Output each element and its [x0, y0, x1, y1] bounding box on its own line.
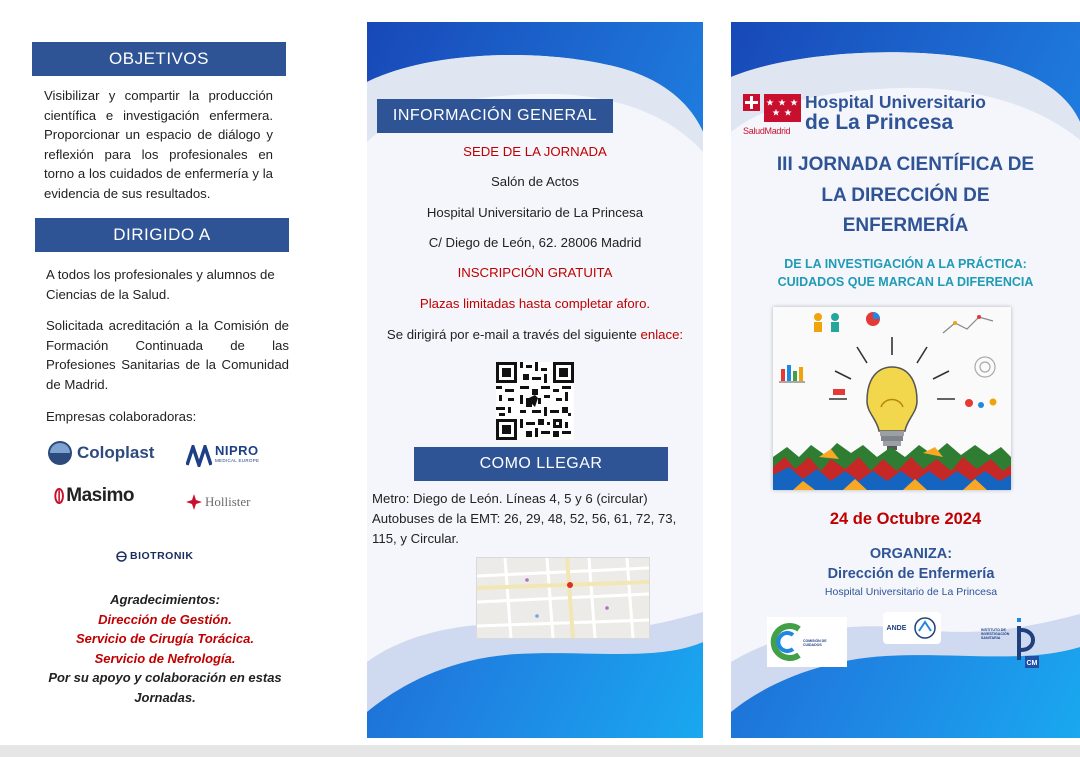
instituto-icon: [981, 616, 1041, 676]
comision-icon: [767, 617, 807, 667]
masimo-text: Masimo: [66, 485, 134, 506]
hospital-name-line2: de La Princesa: [805, 111, 954, 134]
coloplast-icon: [47, 440, 73, 466]
nipro-icon: [186, 445, 212, 467]
instituto-text: INSTITUTO DE INVESTIGACIÓN SANITARIA: [981, 628, 1010, 641]
email-line: [367, 327, 703, 342]
saludmadrid-logo: [743, 94, 803, 134]
biotronik-icon: [116, 551, 127, 562]
comision-cuidados-logo: [767, 617, 847, 667]
map-icon: [477, 558, 649, 638]
location-map[interactable]: [476, 557, 650, 639]
sede-label: SEDE DE LA JORNADA: [463, 144, 607, 159]
dirigido-header: DIRIGIDO A: [35, 218, 289, 252]
agradecimientos: [30, 590, 300, 707]
hollister-icon: [186, 494, 202, 510]
comision-text: COMISIÓN DE CUIDADOS: [803, 639, 827, 647]
cover-panel: [731, 22, 1080, 738]
coloplast-text: Coloplast: [77, 443, 155, 462]
biotronik-text: BIOTRONIK: [130, 550, 194, 562]
info-general-header: INFORMACIÓN GENERAL: [377, 99, 613, 133]
event-date: 24 de Octubre 2024: [829, 510, 982, 528]
event-subtitle-line: CUIDADOS QUE MARCAN LA DIFERENCIA: [777, 275, 1034, 289]
event-subtitle-line: DE LA INVESTIGACIÓN A LA PRÁCTICA:: [784, 257, 1027, 271]
event-title-line: III JORNADA CIENTÍFICA DE: [776, 154, 1035, 175]
left-panel: [0, 0, 330, 745]
venue-text: Salón de Actos: [491, 174, 579, 189]
organiza-hospital: Hospital Universitario de La Princesa: [824, 586, 998, 598]
lightbulb-illustration: [773, 307, 1011, 490]
masimo-icon: [54, 483, 64, 509]
hospital-text: Hospital Universitario de La Princesa: [426, 205, 644, 220]
ack-item: Servicio de Nefrología.: [94, 650, 236, 666]
transport-text: [372, 489, 697, 549]
ack-item: Servicio de Cirugía Torácica.: [76, 631, 254, 646]
hospital-name-line1: Hospital Universitario: [805, 92, 986, 112]
middle-panel: [367, 22, 703, 738]
masimo-logo: [54, 481, 134, 511]
biotronik-logo: [116, 549, 216, 563]
ande-logo: [883, 612, 941, 644]
nipro-text: NIPRO: [215, 443, 259, 458]
event-title-line: ENFERMERÍA: [842, 215, 969, 236]
registration-qr-code[interactable]: [496, 362, 574, 440]
email-text: Se dirigirá por e-mail a través del siguiente: [386, 327, 637, 342]
lightbulb-icon: [773, 307, 1011, 490]
ack-closing: Por su apoyo y colaboración en estas Jornadas.: [48, 670, 282, 705]
organiza-dept: Dirección de Enfermería: [827, 566, 995, 582]
hollister-text: Hollister: [205, 494, 251, 509]
qr-icon: [496, 362, 574, 440]
nipro-logo: [186, 443, 271, 469]
ack-title: Agradecimientos:: [110, 592, 220, 607]
plazas-text: Plazas limitadas hasta completar aforo.: [419, 296, 651, 311]
como-llegar-header: COMO LLEGAR: [414, 447, 668, 481]
hospital-name: [805, 92, 1065, 134]
svg-text:CM: CM: [1026, 660, 1038, 667]
ande-text: ANDE: [886, 624, 907, 632]
event-subtitle: [731, 255, 1080, 291]
inscripcion-label: INSCRIPCIÓN GRATUITA: [457, 265, 613, 280]
dirigido-text-2: Solicitada acreditación a la Comisión de Formación Continuada de las Profesiones Sanitarias de la Comunidad de Madrid.: [46, 318, 289, 392]
page-bottom-strip: [0, 745, 1080, 757]
objetivos-text: Visibilizar y compartir la producción científica e investigación enfermera. Proporcionar un espacio de diálogo y reflexión para los profesionales en torno a los cuidados de enfermería y la evidencia de sus resultados.: [44, 88, 273, 201]
objetivos-header: OBJETIVOS: [32, 42, 286, 76]
dirigido-text-1: A todos los profesionales y alumnos de Ciencias de la Salud.: [46, 267, 275, 302]
ande-badge-icon: [913, 616, 937, 640]
hollister-logo: [186, 492, 271, 512]
coloplast-logo: [47, 438, 160, 468]
bus-text: Autobuses de la EMT: 26, 29, 48, 52, 56, 61, 72, 73, 115, y Circular.: [372, 511, 677, 546]
event-title: [731, 150, 1080, 242]
instituto-investigacion-logo: [981, 616, 1041, 676]
empresas-label: Empresas colaboradoras:: [46, 409, 197, 424]
metro-text: Metro: Diego de León. Líneas 4, 5 y 6 (circular): [372, 491, 648, 506]
madrid-flag-icon: [743, 94, 801, 122]
email-link[interactable]: enlace:: [640, 327, 684, 342]
ack-item: Dirección de Gestión.: [98, 611, 232, 627]
address-text: C/ Diego de León, 62. 28006 Madrid: [428, 235, 642, 250]
organiza-label: ORGANIZA:: [869, 546, 953, 562]
nipro-subtext: MEDICAL EUROPE: [215, 458, 260, 463]
event-title-line: LA DIRECCIÓN DE: [821, 184, 990, 206]
organiza-block: [771, 544, 1051, 600]
saludmadrid-text: SaludMadrid: [743, 126, 791, 136]
